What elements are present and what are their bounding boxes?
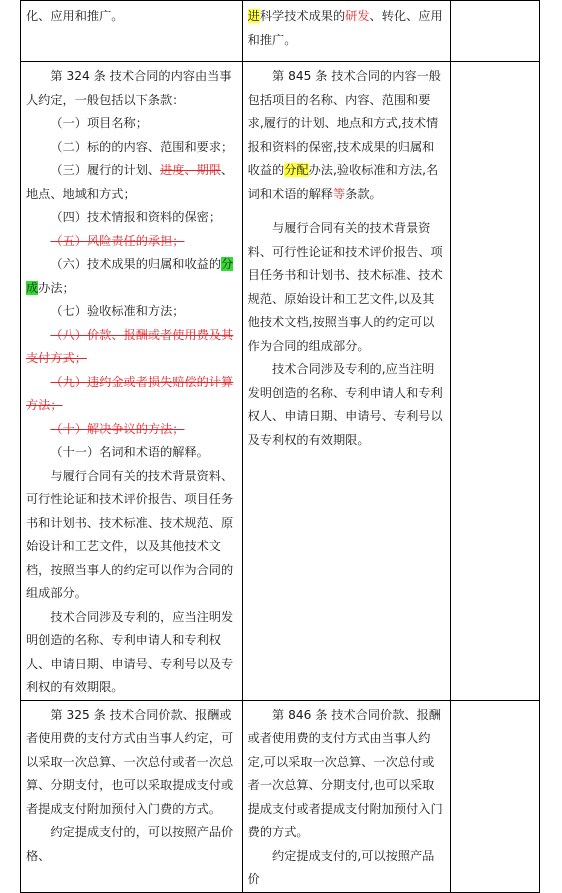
article-324-intro: 第 324 条 技术合同的内容由当事人约定，一般包括以下条款： <box>26 69 232 107</box>
highlight-green: 分成 <box>26 257 234 295</box>
note-cell <box>451 700 540 892</box>
article-845-intro: 第 845 条 技术合同的内容一般包括项目的名称、内容、范围和要求,履行的计划、地点和方式,技术情报和资料的保密,技术成果的归属和收益的分配办法,验收标准和方法,名词和术语的解释等条款。 <box>247 69 441 201</box>
inserted-text: 研发 <box>345 9 370 23</box>
list-item: （二）标的的内容、范围和要求； <box>50 139 234 154</box>
list-item: （一）项目名称； <box>50 116 148 130</box>
deleted-list-item: （十）解决争议的方法； <box>50 421 185 436</box>
paragraph: 与履行合同有关的技术背景资料、可行性论证和技术评价报告、项目任务书和计划书、技术标准、技术规范、原始设计和工艺文件，以及其他技术文档，按照当事人的约定可以作为合同的组成部分。 <box>26 468 234 600</box>
note-cell <box>451 62 540 701</box>
deleted-list-item: （八）价款、报酬或者使用费及其支付方式； <box>26 327 234 365</box>
list-item: （七）验收标准和方法； <box>50 304 185 318</box>
new-text-cell <box>242 1 451 62</box>
deleted-list-item: （九）违约金或者损失赔偿的计算方法； <box>26 374 234 412</box>
old-text-cell <box>21 1 243 62</box>
article-325: 第 325 条 技术合同价款、报酬或者使用费的支付方式由当事人约定，可以采取一次总算、一次总付或者一次总算、分期支付，也可以采取提成支付或者提成支付附加预付入门费的方式。 <box>26 707 234 816</box>
table-row <box>21 1 540 62</box>
list-item: （六）技术成果的归属和收益的分成办法； <box>26 257 234 295</box>
new-text-cell <box>242 62 451 701</box>
old-text-cell <box>21 62 243 701</box>
highlight-yellow: 进 <box>247 9 260 23</box>
highlight-yellow: 分配 <box>284 163 309 177</box>
table-row <box>21 700 540 892</box>
old-text-cell <box>21 700 243 892</box>
new-text: 进科学技术成果的研发、转化、应用和推广。 <box>247 9 443 47</box>
old-text: 化、应用和推广。 <box>26 9 124 23</box>
comparison-table <box>20 0 540 893</box>
paragraph: 技术合同涉及专利的，应当注明发明创造的名称、专利申请人和专利权人、申请日期、申请号、专利号以及专利权的有效期限。 <box>26 609 234 694</box>
note-cell <box>451 1 540 62</box>
list-item: （四）技术情报和资料的保密； <box>50 210 222 224</box>
article-846: 第 846 条 技术合同价款、报酬或者使用费的支付方式由当事人约定,可以采取一次总算、一次总付或者一次总算、分期支付,也可以采取提成支付或者提成支付附加预付入门费的方式。 <box>247 707 443 839</box>
deleted-list-item: （五）风险责任的承担； <box>50 233 185 248</box>
paragraph: 约定提成支付的,可以按照产品价 <box>247 848 435 886</box>
table-row <box>21 62 540 701</box>
list-item: （三）履行的计划、进度、期限、地点、地域和方式； <box>26 163 234 201</box>
new-text-cell <box>242 700 451 892</box>
paragraph: 技术合同涉及专利的,应当注明发明创造的名称、专利申请人和专利权人、申请日期、申请号、专利号以及专利权的有效期限。 <box>247 362 443 447</box>
inserted-text: 等 <box>332 186 346 201</box>
deleted-text: 进度、期限 <box>160 163 222 177</box>
paragraph: 约定提成支付的，可以按照产品价格、 <box>26 825 234 863</box>
list-item: （十一）名词和术语的解释。 <box>50 445 209 459</box>
paragraph: 与履行合同有关的技术背景资料、可行性论证和技术评价报告、项目任务书和计划书、技术标准、技术规范、原始设计和工艺文件,以及其他技术文档,按照当事人的约定可以作为合同的组成部分。 <box>247 221 443 353</box>
